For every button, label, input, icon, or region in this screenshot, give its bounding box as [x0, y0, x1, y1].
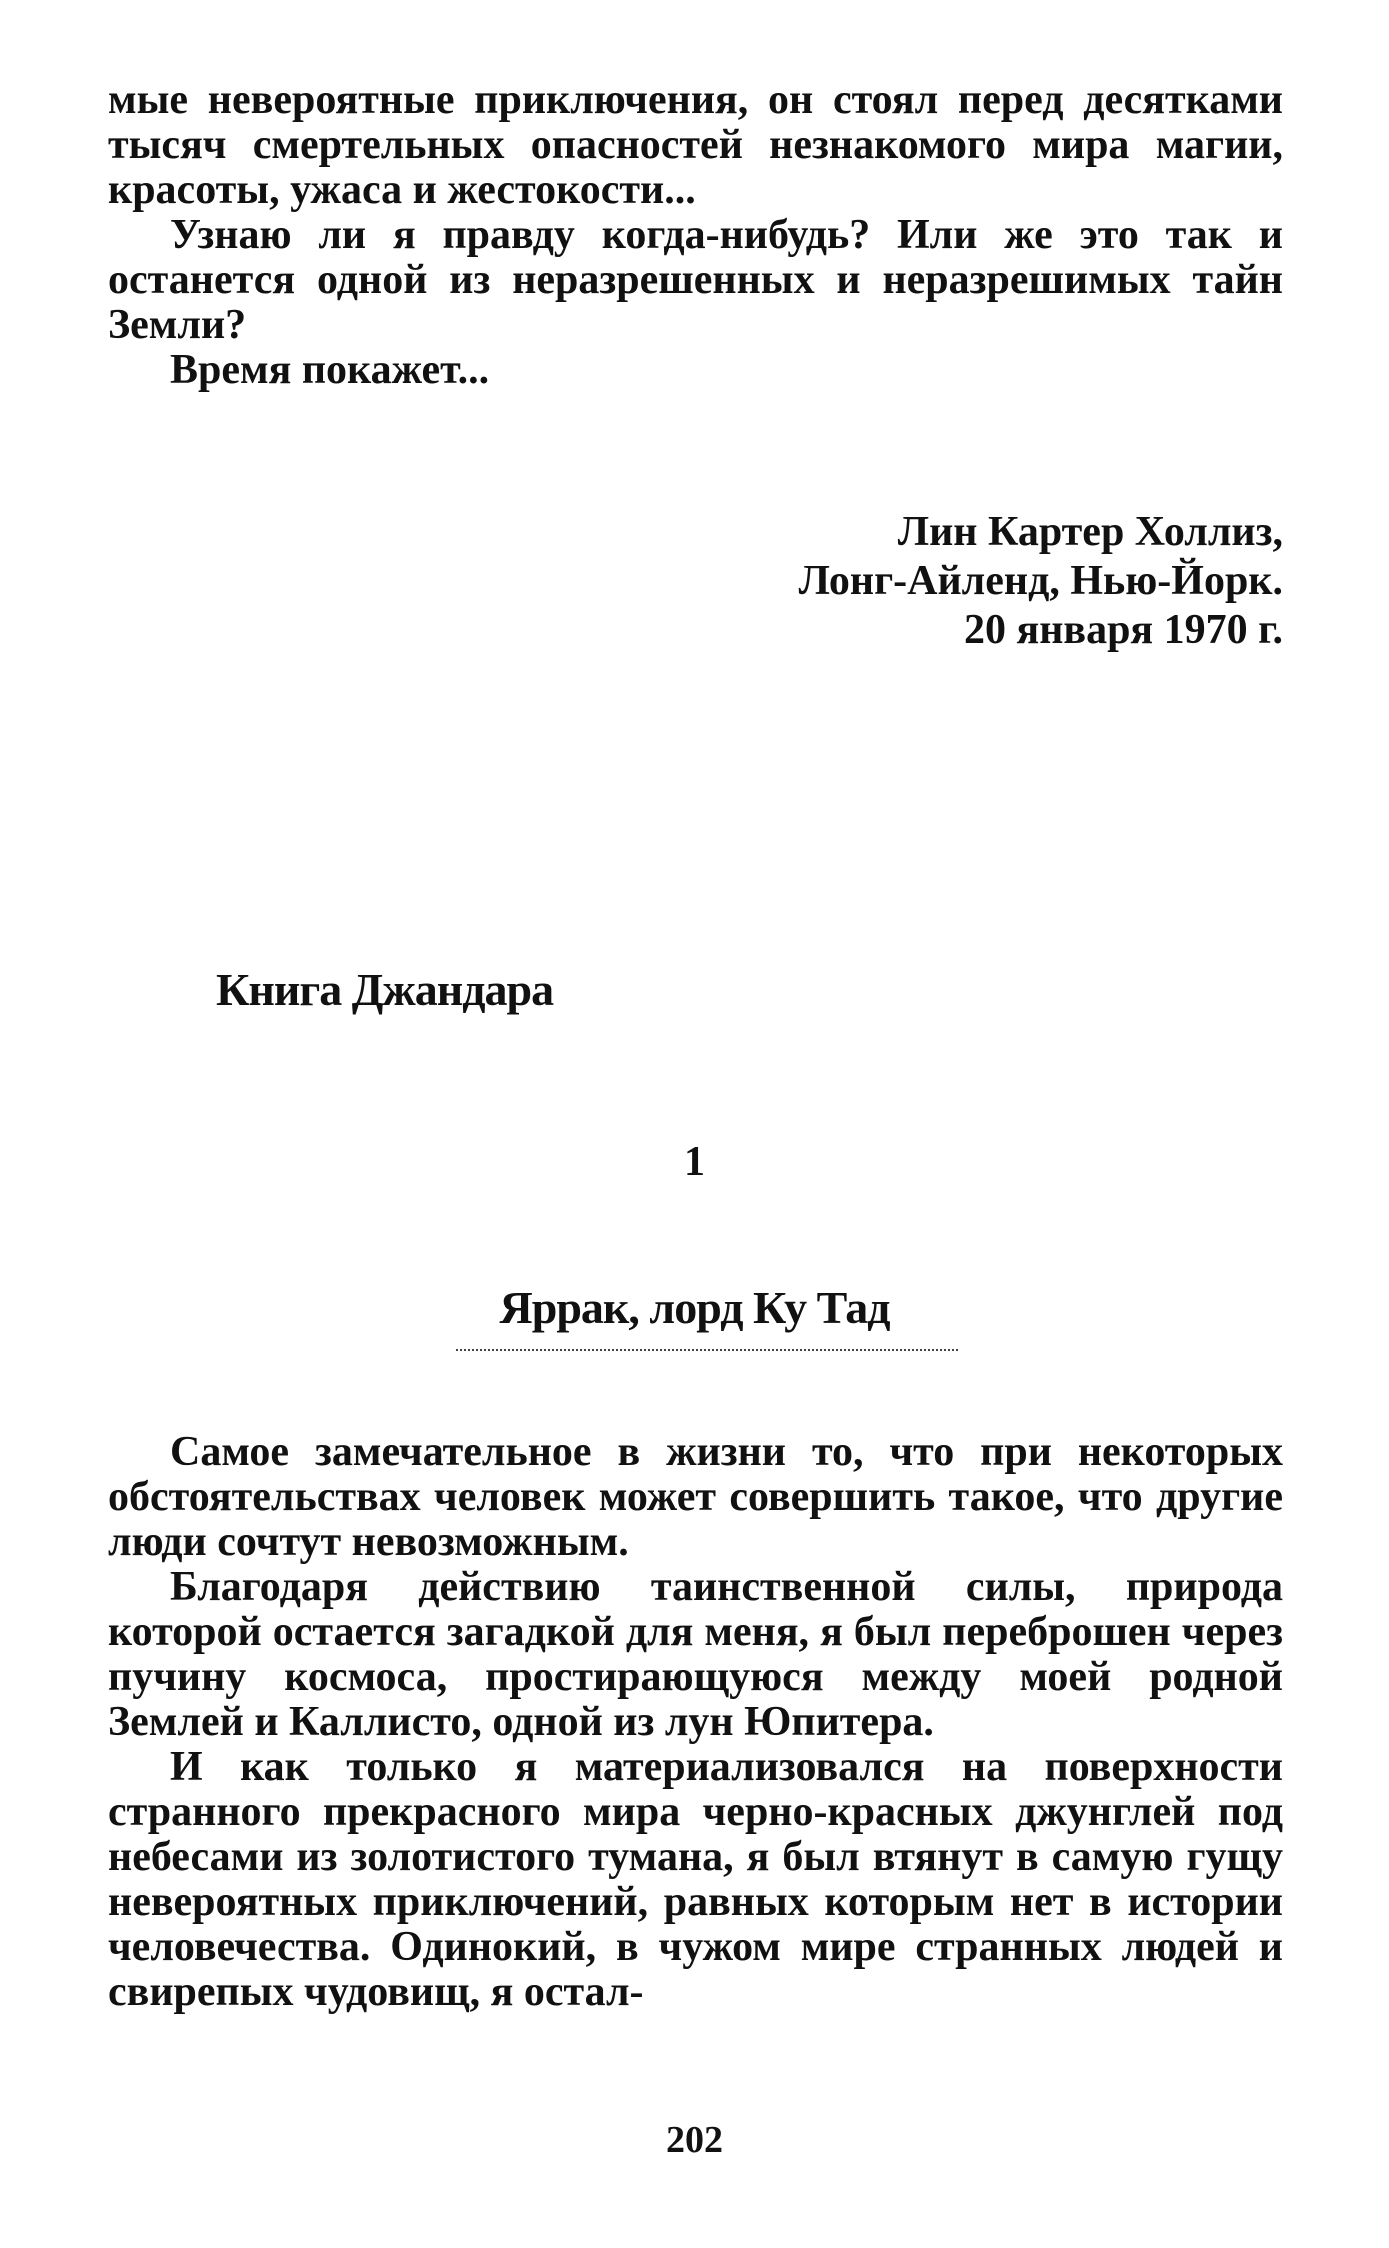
intro-paragraph-1: мые невероятные приключения, он стоял перед десятками тысяч смертельных опасностей незнакомого мира магии, красоты, ужаса и жестокости... [108, 77, 1283, 213]
chapter-title: Яррак, лорд Ку Тад [499, 1282, 890, 1333]
chapter-paragraph-1: Самое замечательное в жизни то, что при некоторых обстоятельствах человек может совершить такое, что другие люди сочтут невозможным. [108, 1429, 1283, 1565]
chapter-body [108, 1430, 1283, 2015]
chapter-title-divider [456, 1349, 958, 1351]
intro-paragraph-2: Узнаю ли я правду когда-нибудь? Или же это так и останется одной из неразрешенных и неразрешимых тайн Земли? [108, 212, 1283, 348]
signature-date: 20 января 1970 г. [963, 607, 1283, 653]
intro-text [108, 78, 1283, 393]
chapter-number: 1 [684, 1139, 705, 1185]
page-number: 202 [666, 2119, 723, 2161]
signature-place: Лонг-Айленд, Нью-Йорк. [798, 558, 1283, 604]
chapter-paragraph-3: И как только я материализовался на поверхности странного прекрасного мира черно-красных джунглей под небесами из золотистого тумана, я был втянут в самую гущу невероятных приключений, равных которым нет в истории человечества. Одинокий, в чужом мире странных людей и свирепых чудовищ, я остал- [108, 1744, 1283, 2015]
intro-paragraph-3: Время покажет... [170, 347, 490, 393]
author-signature [799, 508, 1283, 655]
chapter-paragraph-2: Благодаря действию таинственной силы, природа которой остается загадкой для меня, я был переброшен через пучину космоса, простирающуюся между моей родной Землей и Каллисто, одной из лун Юпитера. [108, 1564, 1283, 1745]
signature-author: Лин Картер Холлиз, [897, 509, 1283, 555]
book-title: Книга Джандара [216, 964, 554, 1015]
